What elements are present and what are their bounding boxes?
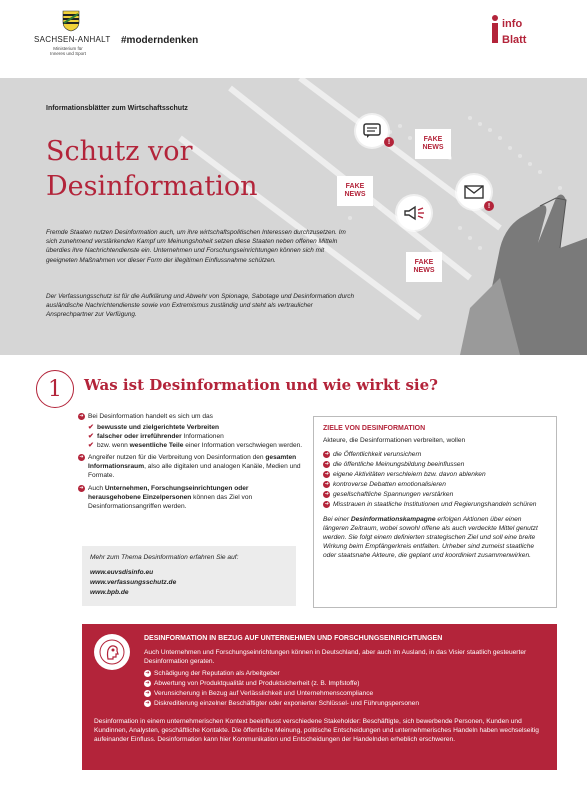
list-item: ➜ Schädigung der Reputation als Arbeitgeber [145,670,280,677]
intro-paragraph-1: Fremde Staaten nutzen Desinformation auch, um ihre wirtschaftspolitischen Interessen durchzusetzen. Im sich zunehmend verstärkenden Kampf um Meinungshoheit setzen diese Staaten neben offenen Mitteln überdies ihre Nachrichtendienste ein. Unternehmen und Forschungseinrichtungen können sich mit geeigneten Maßnahmen vor dieser Form der illegitimen Einflussnahme schützen. [46,229,346,264]
section-title: Was ist Desinformation und wie wirkt sie? [84,376,438,394]
arrow-right-icon: ➜ [145,700,150,706]
arrow-right-icon: ➜ [324,461,329,467]
page-title-line-2: Desinformation [46,171,258,202]
list-item: ➜ kontroverse Debatten emotionalisieren [324,481,446,488]
page-title-line-1: Schutz vor [46,136,193,167]
link-bpb[interactable]: www.bpb.de [90,589,129,596]
definition-list [78,412,303,513]
logo-blatt-text: Blatt [502,34,527,46]
arrow-right-icon: ➜ [324,501,329,507]
series-label: Informationsblätter zum Wirtschaftsschutz [46,105,188,112]
list-item: ➜ gesellschaftliche Spannungen verstärken [324,491,454,498]
arrow-right-icon: ➜ [324,481,329,487]
companies-heading: DESINFORMATION IN BEZUG AUF UNTERNEHMEN UND FORSCHUNGSEINRICHTUNGEN [144,635,443,642]
fake-news-bubble [415,129,451,159]
head-profile-icon [94,634,130,670]
coat-of-arms-icon [62,10,80,32]
arrow-right-icon: ➜ [79,454,84,460]
logo-info-text: info [502,18,523,30]
link-euvsdisinfo[interactable]: www.euvsdisinfo.eu [90,569,154,576]
list-item: ✔ bewusste und zielgerichtete Verbreiten [88,424,220,431]
goals-box [313,416,557,608]
list-item: ➜ Abwertung von Produktqualität und Produktsicherheit (z. B. Impfstoffe) [145,680,360,687]
alert-badge: ! [384,137,394,147]
arrow-right-icon: ➜ [324,471,329,477]
page-header [0,0,587,78]
list-item: ➜ die öffentliche Meinungsbildung beeinflussen [324,461,465,468]
megaphone-bubble [397,196,431,230]
list-item: ➜ Verunsicherung in Bezug auf Verlässlichkeit und Unternehmenscompliance [145,690,374,697]
fake-label: FAKE [414,259,434,266]
section-number: 1 [36,370,74,408]
list-item: ➜ Auch Unternehmen, Forschungseinrichtungen oder herausgehobene Einzelpersonen können das Ziel von Desinformationsangriffen werden. [79,485,253,510]
companies-box [82,624,557,770]
chat-icon [363,123,381,139]
companies-footer: Desinformation in einem unternehmerischen Kontext beeinflusst verschiedene Stakeholder: Beschäftigte, sich bewerbende Personen, Kunden und Kundinnen, Analysten, geschäftliche Kontakte. Die öffentliche Meinung, politische Entscheidungen und unternehmerisches Handeln haben wechselseitig aufeinander Einfluss. Desinformation kann hier Kommunikation und Entscheidungen der Handelnden erheblich erschweren. [94,718,539,743]
fake-news-bubble [406,252,442,282]
goals-heading: ZIELE VON DESINFORMATION [323,425,426,432]
fake-label: FAKE [423,136,443,143]
fake-news-bubble [337,176,373,206]
fake-label: FAKE [345,183,365,190]
list-item: ➜ Misstrauen in staatliche Institutionen und Regierungshandeln schüren [324,501,537,508]
check-icon: ✔ [88,433,94,440]
arrow-right-icon: ➜ [324,491,329,497]
companies-intro: Auch Unternehmen und Forschungseinrichtungen können in Deutschland, aber auch im Ausland, in das Visier staatlich gesteuerter Desinformation geraten. [144,649,527,665]
news-label: NEWS [344,191,366,198]
list-item: ✔ falscher oder irreführender Informationen [88,433,224,440]
hero-banner [0,78,587,355]
more-info-box [82,546,296,606]
infoblatt-logo [490,12,550,52]
companies-content [144,634,544,709]
list-item: ➜ die Öffentlichkeit verunsichern [324,451,422,458]
arrow-right-icon: ➜ [79,413,84,419]
ministry-name: Ministerium für Inneres und Sport [50,46,86,56]
check-icon: ✔ [88,424,94,431]
arrow-right-icon: ➜ [145,680,150,686]
alert-badge: ! [484,201,494,211]
list-item: ➜ Diskreditierung einzelner Beschäftigter oder exponierter Schlüssel- und Führungspersonen [145,700,419,707]
arrow-right-icon: ➜ [145,670,150,676]
campaign-paragraph: Bei einer Desinformationskampagne erfolgen Aktionen über einen längeren Zeitraum, wobei sowohl offene als auch verdeckte Mittel genutzt werden. Sie folgt einem definierten strategischen Ziel und soll eine breite Wirkung beim Empfängerkreis entfalten. Urheber sind zumeist staatliche oder staatsnahe Akteure, die geplant und koordiniert zusammenwirken. [323,516,538,559]
goals-subtitle: Akteure, die Desinformationen verbreiten, wollen [323,437,466,444]
megaphone-icon [403,205,425,221]
list-item: ➜ Angreifer nutzen für die Verbreitung von Desinformation den gesamten Informationsraum, also alle digitalen und analogen Kanäle, Medien und Formate. [79,454,301,479]
list-item: ➜ Bei Desinformation handelt es sich um das [79,413,213,420]
news-label: NEWS [422,144,444,151]
list-item: ➜ eigene Aktivitäten verschleiern bzw. davon ablenken [324,471,486,478]
state-name: SACHSEN-ANHALT [34,35,111,44]
intro-paragraph-2: Der Verfassungsschutz ist für die Aufklärung und Abwehr von Spionage, Sabotage und Desinformation durch ausländische Nachrichtendienste sowie von Extremismus zuständig und steht als vertraulicher Ansprechpartner zur Verfügung. [46,293,354,319]
hashtag: #moderndenken [121,35,199,46]
arrow-right-icon: ➜ [79,485,84,491]
link-verfassungsschutz[interactable]: www.verfassungsschutz.de [90,579,177,586]
news-label: NEWS [413,267,435,274]
mail-icon [464,185,484,199]
arrow-right-icon: ➜ [145,690,150,696]
list-item: ✔ bzw. wenn wesentliche Teile einer Information verschwiegen werden. [88,442,303,449]
arrow-right-icon: ➜ [324,451,329,457]
check-icon: ✔ [88,442,94,449]
more-info-intro: Mehr zum Thema Desinformation erfahren Sie auf: [90,554,239,561]
